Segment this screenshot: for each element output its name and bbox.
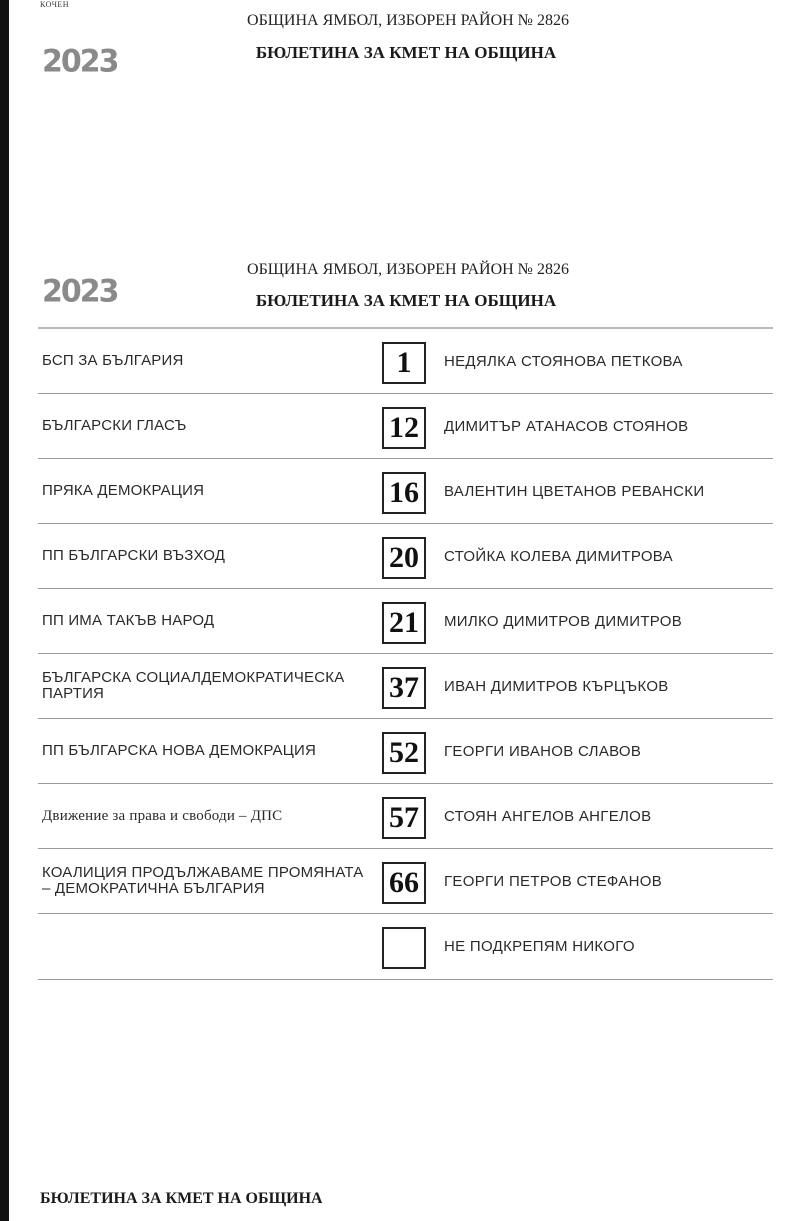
ballot-title: БЮЛЕТИНА ЗА КМЕТ НА ОБЩИНА <box>255 43 557 62</box>
candidate-name: ИВАН ДИМИТРОВ КЪРЦЪКОВ <box>444 677 669 695</box>
party-name: КОАЛИЦИЯ ПРОДЪЛЖАВАМЕ ПРОМЯНАТА – ДЕМОКРАТИЧНА БЪЛГАРИЯ <box>42 864 364 897</box>
ballot-row <box>38 849 773 914</box>
party-name: ПП БЪЛГАРСКА НОВА ДЕМОКРАЦИЯ <box>42 742 317 759</box>
ballot-row <box>38 459 773 524</box>
candidate-name: НЕДЯЛКА СТОЯНОВА ПЕТКОВА <box>444 352 683 370</box>
ballot-table <box>38 327 773 980</box>
year-logo: 2023 <box>42 43 118 80</box>
party-name: ПРЯКА ДЕМОКРАЦИЯ <box>42 482 205 499</box>
ballot-number-box[interactable]: 16 <box>382 472 426 514</box>
scan-edge <box>0 0 9 1221</box>
ballot-district-title: ОБЩИНА ЯМБОЛ, ИЗБОРЕН РАЙОН № 2826 <box>247 261 569 278</box>
ballot-row <box>38 524 773 589</box>
corner-label: КОЧЕН <box>40 0 70 9</box>
ballot-number-box[interactable]: 1 <box>382 342 426 384</box>
candidate-name: МИЛКО ДИМИТРОВ ДИМИТРОВ <box>444 612 683 630</box>
year-logo: 2023 <box>42 273 118 310</box>
ballot-title: БЮЛЕТИНА ЗА КМЕТ НА ОБЩИНА <box>255 291 557 310</box>
party-name: ПП ИМА ТАКЪВ НАРОД <box>42 612 215 629</box>
candidate-name: СТОЙКА КОЛЕВА ДИМИТРОВА <box>444 547 673 565</box>
candidate-name: ВАЛЕНТИН ЦВЕТАНОВ РЕВАНСКИ <box>444 482 705 500</box>
party-name: БСП ЗА БЪЛГАРИЯ <box>42 352 184 369</box>
party-name: БЪЛГАРСКИ ГЛАСЪ <box>42 417 187 434</box>
ballot-row <box>38 914 773 980</box>
party-name: ПП БЪЛГАРСКИ ВЪЗХОД <box>42 547 226 564</box>
ballot-number-box[interactable]: 57 <box>382 797 426 839</box>
ballot-number-box[interactable]: 20 <box>382 537 426 579</box>
ballot-number-box[interactable]: 66 <box>382 862 426 904</box>
footer-ballot-title: БЮЛЕТИНА ЗА КМЕТ НА ОБЩИНА <box>40 1190 323 1207</box>
ballot-row <box>38 329 773 394</box>
party-name <box>42 914 372 979</box>
party-name: БЪЛГАРСКА СОЦИАЛДЕМОКРАТИЧЕСКА ПАРТИЯ <box>42 669 345 702</box>
candidate-name: НЕ ПОДКРЕПЯМ НИКОГО <box>444 938 635 955</box>
ballot-number-box[interactable]: 21 <box>382 602 426 644</box>
ballot-district-title: ОБЩИНА ЯМБОЛ, ИЗБОРЕН РАЙОН № 2826 <box>247 12 569 29</box>
ballot-number-box[interactable] <box>382 927 426 969</box>
candidate-name: ДИМИТЪР АТАНАСОВ СТОЯНОВ <box>444 417 689 435</box>
candidate-name: СТОЯН АНГЕЛОВ АНГЕЛОВ <box>444 807 652 825</box>
party-name: Движение за права и свободи – ДПС <box>42 808 283 824</box>
ballot-row <box>38 784 773 849</box>
ballot-row <box>38 589 773 654</box>
candidate-name: ГЕОРГИ ПЕТРОВ СТЕФАНОВ <box>444 872 663 890</box>
ballot-row <box>38 654 773 719</box>
candidate-name: ГЕОРГИ ИВАНОВ СЛАВОВ <box>444 742 642 760</box>
ballot-row <box>38 394 773 459</box>
ballot-row <box>38 719 773 784</box>
ballot-number-box[interactable]: 12 <box>382 407 426 449</box>
ballot-number-box[interactable]: 37 <box>382 667 426 709</box>
ballot-number-box[interactable]: 52 <box>382 732 426 774</box>
